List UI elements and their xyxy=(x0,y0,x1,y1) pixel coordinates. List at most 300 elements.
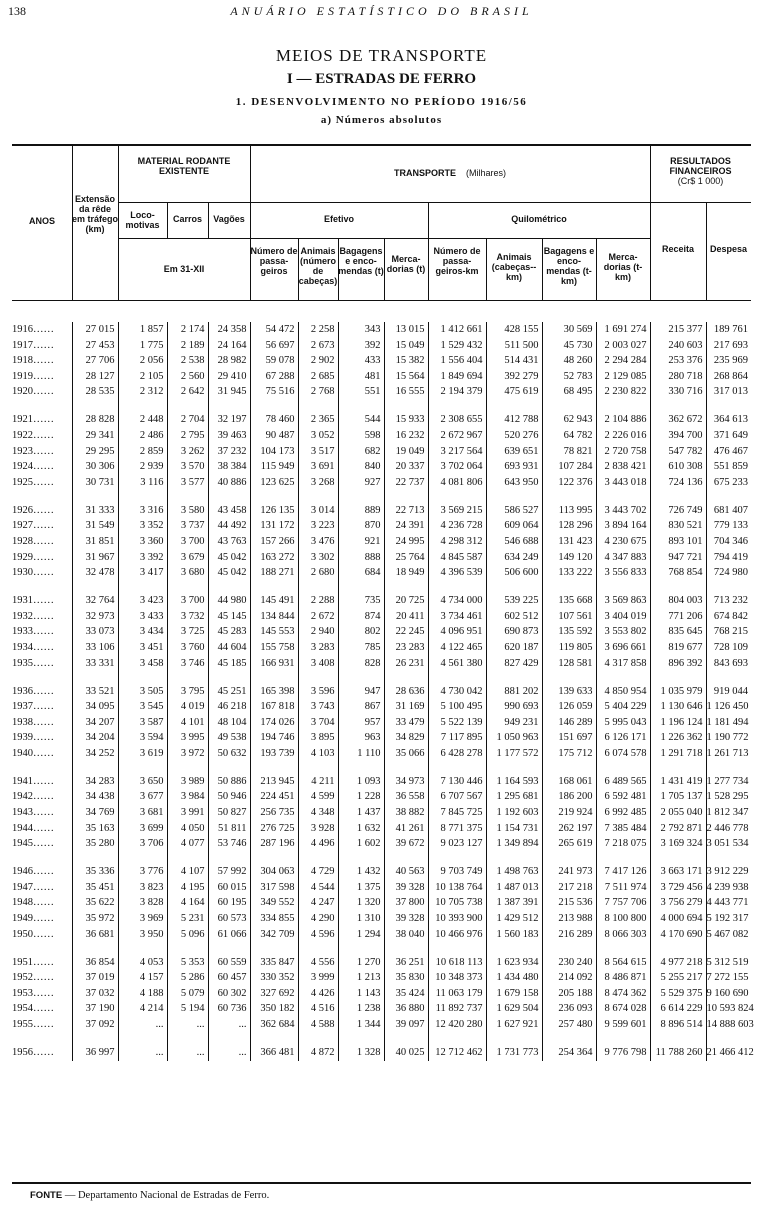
table-cell: 48 260 xyxy=(542,353,596,369)
table-cell: 29 341 xyxy=(72,428,118,444)
year-cell: 1933…… xyxy=(12,626,54,638)
table-cell: 1 429 512 xyxy=(486,911,542,927)
table-cell: 3 283 xyxy=(298,640,338,656)
table-cell: 3 268 xyxy=(298,475,338,491)
col-carros: Carros xyxy=(172,214,202,224)
table-cell: 4 211 xyxy=(298,761,338,789)
table-cell: 1 857 xyxy=(118,322,167,338)
table-cell: 20 337 xyxy=(384,459,428,475)
year-cell: 1934…… xyxy=(12,641,54,653)
table-cell: 3 700 xyxy=(167,581,208,609)
table-cell: 10 618 113 xyxy=(428,942,486,970)
table-cell: 39 328 xyxy=(384,911,428,927)
year-cell: 1943…… xyxy=(12,807,54,819)
table-cell: 1 213 xyxy=(338,970,384,986)
table-cell: 1 629 504 xyxy=(486,1001,542,1017)
table-cell: 20 411 xyxy=(384,609,428,625)
table-cell: 33 479 xyxy=(384,715,428,731)
table-cell: 2 672 967 xyxy=(428,428,486,444)
table-cell: 34 438 xyxy=(72,789,118,805)
group-resultados xyxy=(650,156,751,186)
table-cell: 1 130 646 xyxy=(650,699,706,715)
table-cell: 392 279 xyxy=(486,369,542,385)
col-animais-km: Animais (cabeças--km) xyxy=(491,252,537,282)
table-cell: 280 718 xyxy=(650,369,706,385)
table-cell: 168 061 xyxy=(542,761,596,789)
table-cell: 830 521 xyxy=(650,518,706,534)
table-cell: 771 206 xyxy=(650,609,706,625)
table-cell: 9 599 601 xyxy=(596,1017,650,1033)
table-cell: 3 912 229 xyxy=(706,852,751,880)
table-cell: 24 995 xyxy=(384,534,428,550)
table-cell: 14 888 603 xyxy=(706,1017,751,1033)
table-cell: 4 122 465 xyxy=(428,640,486,656)
table-cell: 366 481 xyxy=(250,1033,298,1061)
table-cell: 4 556 xyxy=(298,942,338,970)
table-cell: 36 880 xyxy=(384,1001,428,1017)
table-header xyxy=(12,146,751,300)
table-cell: 364 613 xyxy=(706,400,751,428)
table-cell: 1 560 183 xyxy=(486,927,542,943)
year-cell: 1954…… xyxy=(12,1003,54,1015)
table-row xyxy=(12,609,751,625)
table-cell: 3 972 xyxy=(167,746,208,762)
table-cell: 4 977 218 xyxy=(650,942,706,970)
year-cell: 1948…… xyxy=(12,897,54,909)
table-cell: 32 764 xyxy=(72,581,118,609)
table-cell: 9 776 798 xyxy=(596,1033,650,1061)
table-cell: 1 528 295 xyxy=(706,789,751,805)
table-cell: 4 096 951 xyxy=(428,624,486,640)
table-cell: 3 423 xyxy=(118,581,167,609)
table-cell: 4 850 954 xyxy=(596,671,650,699)
table-cell: 1 093 xyxy=(338,761,384,789)
table-cell: 78 460 xyxy=(250,400,298,428)
table-cell: 64 782 xyxy=(542,428,596,444)
table-cell: 779 133 xyxy=(706,518,751,534)
table-cell: 1 731 773 xyxy=(486,1033,542,1061)
table-cell: 215 377 xyxy=(650,322,706,338)
table-cell: 3 969 xyxy=(118,911,167,927)
table-cell: 34 095 xyxy=(72,699,118,715)
table-cell: 3 302 xyxy=(298,550,338,566)
table-cell: 15 564 xyxy=(384,369,428,385)
table-cell: 32 973 xyxy=(72,609,118,625)
table-cell: 1 349 894 xyxy=(486,836,542,852)
table-cell: 33 106 xyxy=(72,640,118,656)
table-cell: 3 696 661 xyxy=(596,640,650,656)
table-cell: 3 458 xyxy=(118,656,167,672)
table-cell: 34 283 xyxy=(72,761,118,789)
year-cell: 1916…… xyxy=(12,324,54,335)
table-cell: 4 729 xyxy=(298,852,338,880)
table-cell: 1 310 xyxy=(338,911,384,927)
table-cell: 2 940 xyxy=(298,624,338,640)
table-cell: 163 272 xyxy=(250,550,298,566)
year-cell: 1953…… xyxy=(12,987,54,999)
table-cell: 215 536 xyxy=(542,895,596,911)
table-cell: 5 404 229 xyxy=(596,699,650,715)
year-cell: 1931…… xyxy=(12,595,54,607)
table-cell: 947 xyxy=(338,671,384,699)
year-cell: 1941…… xyxy=(12,775,54,787)
table-cell: 8 896 514 xyxy=(650,1017,706,1033)
table-cell: 128 296 xyxy=(542,518,596,534)
table-cell: 41 261 xyxy=(384,821,428,837)
table-cell: ... xyxy=(118,1033,167,1061)
table-cell: 2 288 xyxy=(298,581,338,609)
table-cell: 44 604 xyxy=(208,640,250,656)
table-cell: 4 599 xyxy=(298,789,338,805)
table-row xyxy=(12,671,751,699)
table-cell: 1 344 xyxy=(338,1017,384,1033)
table-cell: 60 573 xyxy=(208,911,250,927)
table-cell: 35 972 xyxy=(72,911,118,927)
table-cell: 674 842 xyxy=(706,609,751,625)
table-cell: 3 700 xyxy=(167,534,208,550)
table-cell: 335 847 xyxy=(250,942,298,970)
table-cell: 21 466 412 xyxy=(706,1033,751,1061)
table-cell: 2 174 xyxy=(167,322,208,338)
table-cell: 8 564 615 xyxy=(596,942,650,970)
table-cell: 8 066 303 xyxy=(596,927,650,943)
table-cell: 56 697 xyxy=(250,338,298,354)
table-cell: 675 233 xyxy=(706,475,751,491)
table-cell: 3 352 xyxy=(118,518,167,534)
table-cell: 551 859 xyxy=(706,459,751,475)
table-cell: 5 192 317 xyxy=(706,911,751,927)
table-cell: 12 712 462 xyxy=(428,1033,486,1061)
table-cell: 3 756 279 xyxy=(650,895,706,911)
table-cell: 3 734 461 xyxy=(428,609,486,625)
col-bagagens-km: Bagagens e enco-mendas (t-km) xyxy=(543,246,595,286)
table-cell: 32 478 xyxy=(72,565,118,581)
table-cell: 682 xyxy=(338,444,384,460)
table-cell: 3 895 xyxy=(298,730,338,746)
table-cell: 9 703 749 xyxy=(428,852,486,880)
table-row xyxy=(12,821,751,837)
table-row xyxy=(12,1033,751,1061)
table-cell: 44 492 xyxy=(208,518,250,534)
table-cell: 4 734 000 xyxy=(428,581,486,609)
table-cell: 889 xyxy=(338,490,384,518)
table-cell: 50 632 xyxy=(208,746,250,762)
table-cell: 3 989 xyxy=(167,761,208,789)
table-cell: 4 317 858 xyxy=(596,656,650,672)
table-cell: ... xyxy=(167,1033,208,1061)
table-cell: 8 771 375 xyxy=(428,821,486,837)
table-cell: 1 387 391 xyxy=(486,895,542,911)
table-cell: 3 580 xyxy=(167,490,208,518)
data-table xyxy=(12,322,754,1061)
table-cell: 34 207 xyxy=(72,715,118,731)
table-cell: 3 505 xyxy=(118,671,167,699)
table-cell: 216 289 xyxy=(542,927,596,943)
table-cell: 693 931 xyxy=(486,459,542,475)
table-cell: 4 214 xyxy=(118,1001,167,1017)
table-cell: 39 328 xyxy=(384,880,428,896)
table-cell: 840 xyxy=(338,459,384,475)
table-cell: 2 704 xyxy=(167,400,208,428)
year-cell: 1951…… xyxy=(12,956,54,968)
table-row xyxy=(12,444,751,460)
table-cell: 3 443 018 xyxy=(596,475,650,491)
table-cell: 6 074 578 xyxy=(596,746,650,762)
table-cell: 43 763 xyxy=(208,534,250,550)
table-cell: 31 945 xyxy=(208,384,250,400)
table-cell: 785 xyxy=(338,640,384,656)
source-text: — Departamento Nacional de Estradas de Ferro. xyxy=(62,1190,270,1201)
table-cell: 957 xyxy=(338,715,384,731)
source-label: FONTE xyxy=(30,1190,63,1201)
table-cell: 287 196 xyxy=(250,836,298,852)
table-cell: 1 556 404 xyxy=(428,353,486,369)
table-cell: 4 053 xyxy=(118,942,167,970)
table-cell: 1 190 772 xyxy=(706,730,751,746)
table-cell: 166 931 xyxy=(250,656,298,672)
table-cell: 10 138 764 xyxy=(428,880,486,896)
table-cell: 107 561 xyxy=(542,609,596,625)
table-cell: 3 594 xyxy=(118,730,167,746)
col-extensao: Extensão da rêde em tráfego (km) xyxy=(72,194,119,234)
table-cell: 5 995 043 xyxy=(596,715,650,731)
table-cell: 5 231 xyxy=(167,911,208,927)
table-cell: 224 451 xyxy=(250,789,298,805)
table-row xyxy=(12,836,751,852)
table-cell: 544 xyxy=(338,400,384,428)
table-cell: 219 924 xyxy=(542,805,596,821)
table-cell: 768 215 xyxy=(706,624,751,640)
table-cell: 2 768 xyxy=(298,384,338,400)
table-cell: 5 529 375 xyxy=(650,986,706,1002)
table-row xyxy=(12,459,751,475)
table-cell: 16 232 xyxy=(384,428,428,444)
table-cell: 34 829 xyxy=(384,730,428,746)
year-cell: 1929…… xyxy=(12,551,54,563)
table-cell: 3 169 324 xyxy=(650,836,706,852)
table-cell: 4 101 xyxy=(167,715,208,731)
table-cell: 3 691 xyxy=(298,459,338,475)
year-cell: 1926…… xyxy=(12,504,54,516)
table-cell: 28 636 xyxy=(384,671,428,699)
table-cell: 30 306 xyxy=(72,459,118,475)
table-cell: 3 392 xyxy=(118,550,167,566)
table-cell: 4 195 xyxy=(167,880,208,896)
table-cell: 33 521 xyxy=(72,671,118,699)
table-cell: 1 110 xyxy=(338,746,384,762)
table-cell: 145 491 xyxy=(250,581,298,609)
table-cell: 3 417 xyxy=(118,565,167,581)
table-row xyxy=(12,369,751,385)
table-cell: 2 258 xyxy=(298,322,338,338)
table-cell: 52 783 xyxy=(542,369,596,385)
table-cell: 1 627 921 xyxy=(486,1017,542,1033)
page-title: MEIOS DE TRANSPORTE xyxy=(275,46,488,65)
table-cell: 947 721 xyxy=(650,550,706,566)
year-cell: 1942…… xyxy=(12,791,54,803)
table-cell: 546 688 xyxy=(486,534,542,550)
table-cell: 230 240 xyxy=(542,942,596,970)
table-cell: 217 218 xyxy=(542,880,596,896)
year-cell: 1949…… xyxy=(12,913,54,925)
table-cell: 3 553 802 xyxy=(596,624,650,640)
table-cell: 3 650 xyxy=(118,761,167,789)
table-cell: 634 249 xyxy=(486,550,542,566)
table-cell: 7 272 155 xyxy=(706,970,751,986)
table-cell: 6 992 485 xyxy=(596,805,650,821)
table-cell: 1 226 362 xyxy=(650,730,706,746)
table-cell: 46 218 xyxy=(208,699,250,715)
table-cell: 30 731 xyxy=(72,475,118,491)
table-cell: 1 632 xyxy=(338,821,384,837)
table-cell: 4 872 xyxy=(298,1033,338,1061)
table-row xyxy=(12,534,751,550)
table-cell: 133 222 xyxy=(542,565,596,581)
table-cell: 3 052 xyxy=(298,428,338,444)
table-row xyxy=(12,428,751,444)
table-cell: 31 169 xyxy=(384,699,428,715)
table-cell: 6 126 171 xyxy=(596,730,650,746)
table-cell: 547 782 xyxy=(650,444,706,460)
table-cell: 690 873 xyxy=(486,624,542,640)
table-cell: 48 104 xyxy=(208,715,250,731)
table-row xyxy=(12,699,751,715)
table-cell: 145 553 xyxy=(250,624,298,640)
table-cell: 25 764 xyxy=(384,550,428,566)
table-cell: 2 685 xyxy=(298,369,338,385)
table-cell: 45 145 xyxy=(208,609,250,625)
table-cell: 9 023 127 xyxy=(428,836,486,852)
table-cell: 6 707 567 xyxy=(428,789,486,805)
col-receita: Receita xyxy=(661,244,695,254)
table-cell: 135 592 xyxy=(542,624,596,640)
running-header xyxy=(8,4,755,22)
table-cell: 146 289 xyxy=(542,715,596,731)
table-cell: ... xyxy=(208,1033,250,1061)
table-cell: 3 725 xyxy=(167,624,208,640)
table-cell: 40 886 xyxy=(208,475,250,491)
table-cell: 61 066 xyxy=(208,927,250,943)
table-cell: 1 050 963 xyxy=(486,730,542,746)
table-cell: 235 969 xyxy=(706,353,751,369)
table-cell: 67 288 xyxy=(250,369,298,385)
table-cell: 735 xyxy=(338,581,384,609)
table-cell: 1 154 731 xyxy=(486,821,542,837)
table-cell: 2 795 xyxy=(167,428,208,444)
table-cell: 115 949 xyxy=(250,459,298,475)
table-cell: 3 732 xyxy=(167,609,208,625)
table-cell: 7 385 484 xyxy=(596,821,650,837)
table-cell: 149 120 xyxy=(542,550,596,566)
table-cell: 4 426 xyxy=(298,986,338,1002)
table-bottom-rule xyxy=(12,1182,751,1184)
table-cell: 188 271 xyxy=(250,565,298,581)
table-cell: 5 312 519 xyxy=(706,942,751,970)
table-cell: 256 735 xyxy=(250,805,298,821)
table-cell: 3 434 xyxy=(118,624,167,640)
col-mercadorias-km: Merca-dorias (t-km) xyxy=(603,252,643,282)
col-locomotivas: Loco-motivas xyxy=(125,210,160,230)
table-cell: 262 197 xyxy=(542,821,596,837)
resultados-label: RESULTADOS FINANCEIROS xyxy=(669,156,732,176)
transporte-unit: (Milhares) xyxy=(466,168,507,178)
table-cell: 1 679 158 xyxy=(486,986,542,1002)
table-cell: 4 544 xyxy=(298,880,338,896)
table-cell: 20 725 xyxy=(384,581,428,609)
year-cell: 1921…… xyxy=(12,414,54,426)
table-cell: 3 569 863 xyxy=(596,581,650,609)
table-cell: 5 079 xyxy=(167,986,208,1002)
table-cell: 921 xyxy=(338,534,384,550)
table-cell: 4 247 xyxy=(298,895,338,911)
source-note xyxy=(30,1190,269,1201)
table-cell: 34 769 xyxy=(72,805,118,821)
year-cell: 1930…… xyxy=(12,567,54,579)
table-cell: 28 535 xyxy=(72,384,118,400)
table-cell: 433 xyxy=(338,353,384,369)
table-cell: 151 697 xyxy=(542,730,596,746)
table-cell: 919 044 xyxy=(706,671,751,699)
table-cell: 2 672 xyxy=(298,609,338,625)
table-cell: 28 127 xyxy=(72,369,118,385)
table-cell: 4 157 xyxy=(118,970,167,986)
table-cell: 253 376 xyxy=(650,353,706,369)
table-cell: 681 407 xyxy=(706,490,751,518)
table-cell: 9 160 690 xyxy=(706,986,751,1002)
table-cell: 2 308 655 xyxy=(428,400,486,428)
table-cell: 186 200 xyxy=(542,789,596,805)
table-cell: 5 096 xyxy=(167,927,208,943)
table-cell: 50 946 xyxy=(208,789,250,805)
table-cell: 126 135 xyxy=(250,490,298,518)
table-cell: 23 283 xyxy=(384,640,428,656)
table-cell: 1 487 013 xyxy=(486,880,542,896)
table-cell: 5 467 082 xyxy=(706,927,751,943)
table-cell: 342 709 xyxy=(250,927,298,943)
table-cell: 428 155 xyxy=(486,322,542,338)
group-transporte xyxy=(250,168,650,178)
table-cell: 59 078 xyxy=(250,353,298,369)
table-cell: 2 859 xyxy=(118,444,167,460)
table-cell: 131 423 xyxy=(542,534,596,550)
table-cell: 1 375 xyxy=(338,880,384,896)
year-cell: 1923…… xyxy=(12,445,54,457)
table-cell: 1 270 xyxy=(338,942,384,970)
table-cell: 213 945 xyxy=(250,761,298,789)
table-cell: 11 063 179 xyxy=(428,986,486,1002)
table-cell: 30 569 xyxy=(542,322,596,338)
table-cell: 131 172 xyxy=(250,518,298,534)
table-cell: 60 015 xyxy=(208,880,250,896)
table-cell: 123 625 xyxy=(250,475,298,491)
col-num-passageiros-km: Número de passa-geiros-km xyxy=(433,246,481,276)
table-cell: 2 680 xyxy=(298,565,338,581)
table-cell: 4 164 xyxy=(167,895,208,911)
table-cell: 10 348 373 xyxy=(428,970,486,986)
table-cell: 2 230 822 xyxy=(596,384,650,400)
table-cell: 610 308 xyxy=(650,459,706,475)
table-cell: 724 136 xyxy=(650,475,706,491)
table-row xyxy=(12,986,751,1002)
table-cell: 6 428 278 xyxy=(428,746,486,762)
table-cell: 7 511 974 xyxy=(596,880,650,896)
year-cell: 1945…… xyxy=(12,838,54,850)
table-cell: 44 980 xyxy=(208,581,250,609)
table-cell: 3 950 xyxy=(118,927,167,943)
table-cell: 3 999 xyxy=(298,970,338,986)
table-cell: 392 xyxy=(338,338,384,354)
table-cell: 4 019 xyxy=(167,699,208,715)
